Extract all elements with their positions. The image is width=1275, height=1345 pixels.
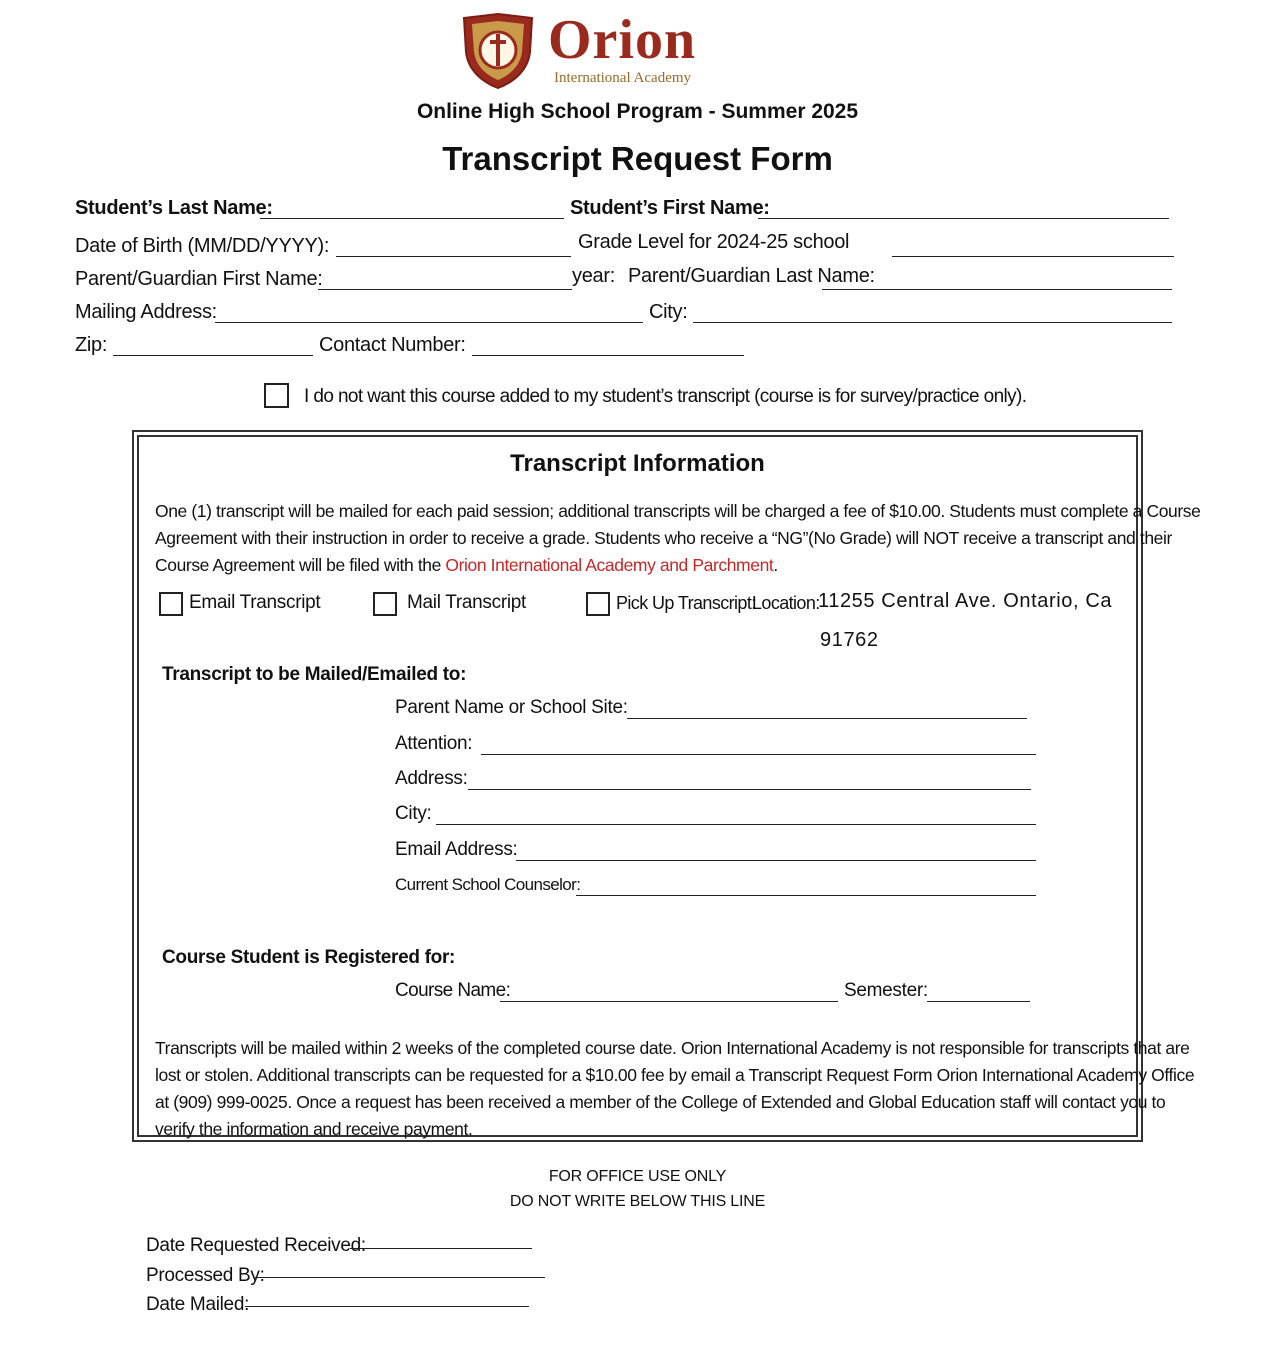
grade-level-label-cont: year: [572, 265, 615, 287]
course-name-label: Course Name: [395, 980, 511, 1001]
opt-out-label: I do not want this course added to my student’s transcript (course is for survey/practice only). [304, 386, 1027, 407]
counselor-label: Current School Counselor: [395, 875, 581, 894]
mail-to-heading: Transcript to be Mailed/Emailed to: [162, 664, 467, 685]
pickup-transcript-checkbox[interactable] [586, 592, 610, 616]
contact-number-field[interactable] [472, 355, 744, 356]
pickup-location-address: 11255 Central Ave. Ontario, Ca [818, 590, 1113, 612]
transcript-info-paragraph-3 [155, 552, 778, 579]
pickup-transcript-label: Pick Up Transcript: [616, 593, 756, 613]
logo-tagline: International Academy [554, 70, 692, 86]
student-first-name-field[interactable] [758, 218, 1169, 219]
email-transcript-label: Email Transcript [189, 592, 321, 613]
semester-label: Semester: [844, 980, 928, 1001]
student-first-name-label: Student’s First Name: [570, 197, 770, 219]
mail-transcript-label: Mail Transcript [407, 592, 527, 613]
pickup-location-zip: 91762 [820, 629, 879, 651]
shield-logo-icon [460, 12, 536, 90]
parent-last-name-label: Parent/Guardian Last Name: [628, 265, 875, 287]
contact-number-label: Contact Number: [319, 334, 466, 356]
dob-label: Date of Birth (MM/DD/YYYY): [75, 235, 330, 257]
city-label: City: [649, 301, 688, 323]
transcript-footer-3: at (909) 999-0025. Once a request has been received a member of the College of Extended and Global Education staff will contact you to [155, 1092, 1166, 1112]
opt-out-checkbox[interactable] [264, 383, 289, 408]
transcript-footer-4: verify the information and receive payment. [155, 1119, 473, 1139]
transcript-footer-1: Transcripts will be mailed within 2 weeks of the completed course date. Orion International Academy is not responsible for transcripts that are [155, 1038, 1190, 1058]
parent-first-name-label: Parent/Guardian First Name: [75, 268, 323, 290]
course-heading: Course Student is Registered for: [162, 947, 456, 968]
zip-label: Zip: [75, 334, 108, 356]
mailing-address-label: Mailing Address: [75, 301, 217, 323]
office-use-line-1: FOR OFFICE USE ONLY [548, 1168, 727, 1185]
logo [460, 9, 730, 92]
processed-by-label: Processed By: [146, 1265, 265, 1286]
office-use-line-2: DO NOT WRITE BELOW THIS LINE [509, 1193, 766, 1210]
date-mailed-label: Date Mailed: [146, 1294, 250, 1315]
course-name-field[interactable] [500, 1001, 838, 1002]
zip-field[interactable] [113, 355, 313, 356]
mail-transcript-checkbox[interactable] [373, 592, 397, 616]
student-last-name-field[interactable] [260, 218, 564, 219]
transcript-footer-2: lost or stolen. Additional transcripts can be requested for a $10.00 fee by email a Transcript Request Form Orion International Academy Office [155, 1065, 1195, 1085]
parent-first-name-field[interactable] [318, 289, 572, 290]
student-last-name-label: Student’s Last Name: [75, 197, 273, 219]
city-field[interactable] [693, 322, 1172, 323]
email-transcript-checkbox[interactable] [159, 592, 183, 616]
semester-field[interactable] [927, 1001, 1030, 1002]
parchment-link: Orion International Academy and Parchment [445, 555, 774, 575]
mailing-address-field[interactable] [215, 322, 643, 323]
program-title: Online High School Program - Summer 2025 [416, 100, 859, 123]
logo-wordmark: Orion [548, 9, 697, 71]
transcript-info-paragraph-2: Agreement with their instruction in order to receive a grade. Students who receive a “NG”(No Grade) will NOT receive a transcript and their [155, 528, 1172, 548]
date-mailed-field[interactable] [245, 1306, 529, 1307]
date-received-field[interactable] [350, 1248, 532, 1249]
email-address-label: Email Address: [395, 839, 518, 860]
parent-site-field[interactable] [627, 718, 1027, 719]
paragraph-3-end: . [773, 555, 778, 575]
email-address-field[interactable] [516, 860, 1036, 861]
parent-site-label: Parent Name or School Site: [395, 697, 628, 718]
date-received-label: Date Requested Received: [146, 1235, 366, 1256]
pickup-location-label: Location: [752, 593, 820, 613]
parent-last-name-field[interactable] [822, 289, 1172, 290]
transcript-info-paragraph-1: One (1) transcript will be mailed for each paid session; additional transcripts will be charged a fee of $10.00. Students must complete a Course [155, 501, 1201, 521]
mail-city-field[interactable] [436, 824, 1036, 825]
paragraph-3-text: Course Agreement will be filed with the [155, 555, 446, 575]
attention-field[interactable] [481, 754, 1036, 755]
grade-level-label: Grade Level for 2024-25 school [578, 231, 850, 253]
counselor-field[interactable] [576, 895, 1036, 896]
processed-by-field[interactable] [255, 1277, 545, 1278]
page-title: Transcript Request Form [442, 140, 833, 177]
dob-field[interactable] [336, 256, 571, 257]
mail-city-label: City: [395, 803, 432, 824]
address-label: Address: [395, 768, 468, 789]
address-field[interactable] [468, 789, 1031, 790]
transcript-info-heading: Transcript Information [510, 450, 765, 477]
attention-label: Attention: [395, 733, 473, 754]
grade-level-field[interactable] [892, 256, 1174, 257]
